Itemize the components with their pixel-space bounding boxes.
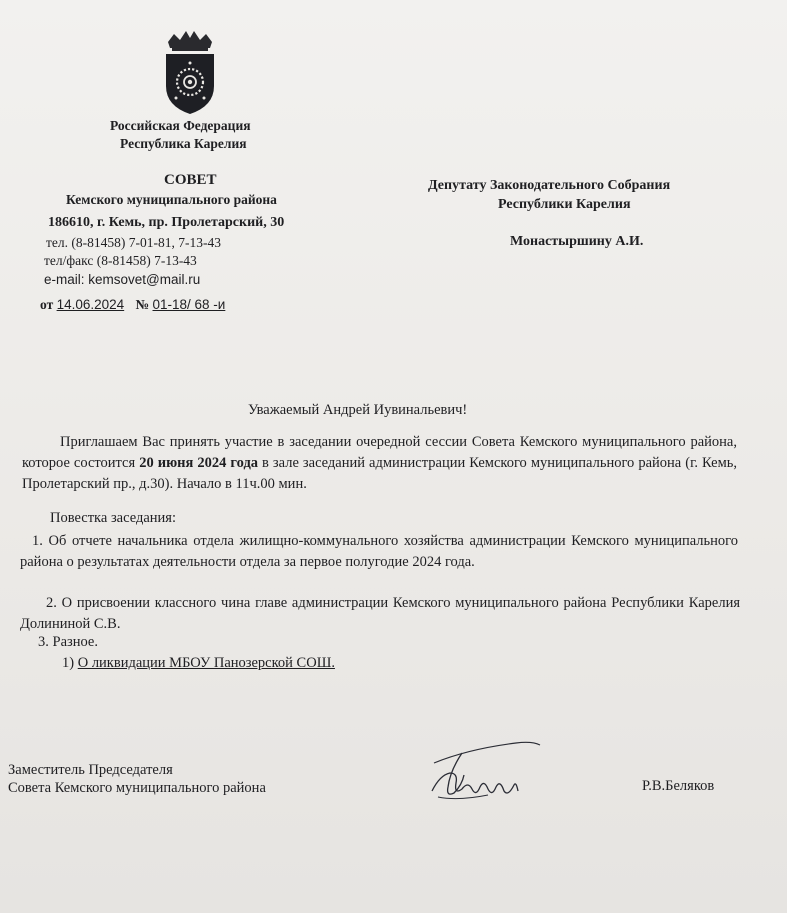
date-prefix: от xyxy=(40,297,54,312)
recipient-line1: Депутату Законодательного Собрания xyxy=(428,178,671,193)
signatory-position-line2: Совета Кемского муниципального района xyxy=(8,780,266,796)
org-email: e-mail: kemsovet@mail.ru xyxy=(44,272,201,287)
org-address: 186610, г. Кемь, пр. Пролетарский, 30 xyxy=(48,215,285,230)
outgoing-ref xyxy=(40,297,225,313)
agenda-item-3: 3. Разное. xyxy=(38,634,98,650)
country-name: Российская Федерация xyxy=(110,118,251,133)
recipient-line2: Республики Карелия xyxy=(498,197,631,212)
letter-number: 01-18/ 68 -и xyxy=(152,297,226,312)
agenda-item-2: 2. О присвоении классного чина главе администрации Кемского муниципального района Республики Карелия Долининой С.В. xyxy=(20,595,740,632)
signatory-name: Р.В.Беляков xyxy=(642,778,715,794)
agenda-item-1: 1. Об отчете начальника отдела жилищно-коммунального хозяйства администрации Кемского муниципального района о результатах деятельности отдела за первое полугодие 2024 года. xyxy=(20,533,738,570)
org-fax: тел/факс (8-81458) 7-13-43 xyxy=(44,253,197,268)
number-prefix: № xyxy=(135,297,150,312)
invitation-text-start: Приглашаем Вас принять участие в заседании очередной сессии Совета Кемского муниципального района, которое состоится xyxy=(22,434,737,471)
handwritten-signature xyxy=(428,735,548,810)
signatory-position-line1: Заместитель Председателя xyxy=(8,762,173,778)
session-date: 20 июня 2024 года xyxy=(139,455,259,471)
agenda-subitem-text: О ликвидации МБОУ Панозерской СОШ. xyxy=(77,655,335,671)
org-title: СОВЕТ xyxy=(164,172,217,188)
agenda-subitem-number: 1) xyxy=(62,655,75,671)
invitation-text-end: в зале заседаний администрации Кемского муниципального района (г. Кемь, Пролетарский пр., д.30). Начало в 11ч.00 мин. xyxy=(22,455,737,492)
agenda-title: Повестка заседания: xyxy=(50,510,176,526)
region-name: Республика Карелия xyxy=(120,136,247,151)
greeting: Уважаемый Андрей Иувинальевич! xyxy=(248,402,468,418)
invitation-paragraph xyxy=(22,432,737,495)
coat-of-arms-emblem xyxy=(160,28,220,118)
org-subtitle: Кемского муниципального района xyxy=(66,192,277,207)
recipient-name: Монастыршину А.И. xyxy=(510,234,644,249)
agenda-subitem xyxy=(62,655,335,672)
letter-date: 14.06.2024 xyxy=(56,297,125,312)
org-phone: тел. (8-81458) 7-01-81, 7-13-43 xyxy=(46,235,221,250)
